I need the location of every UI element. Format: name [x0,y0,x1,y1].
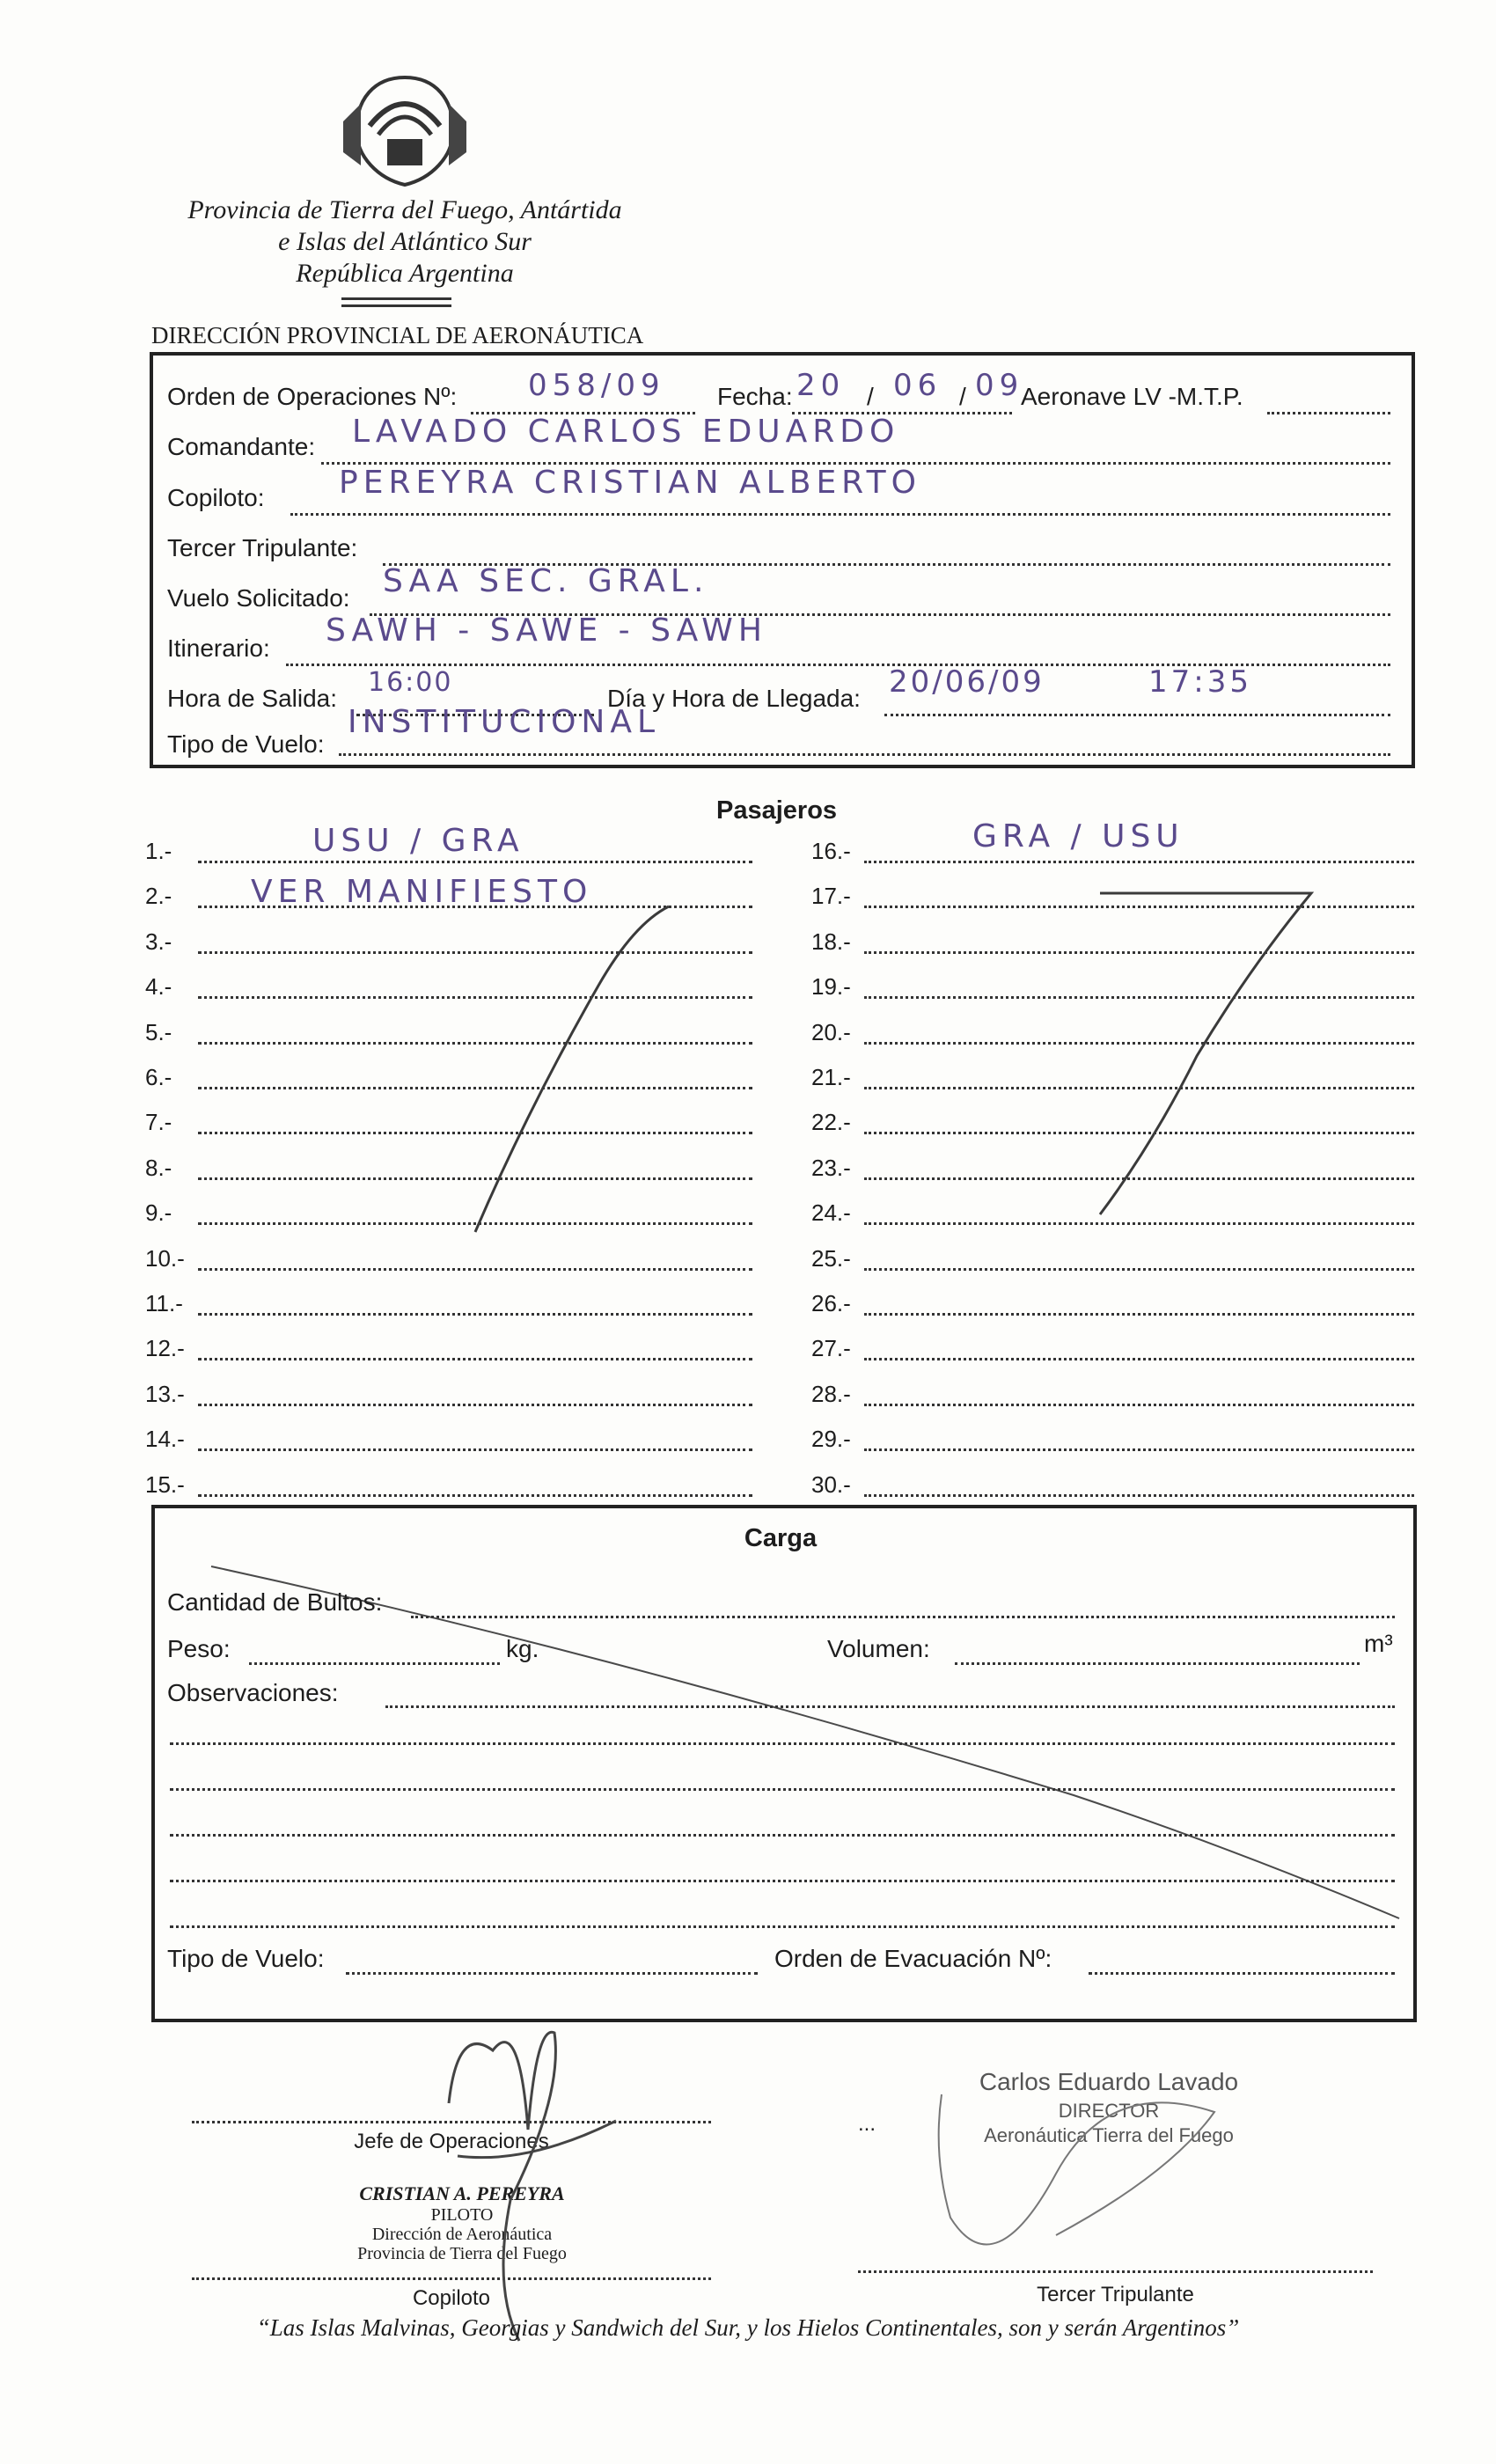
passenger-number: 14.- [145,1426,185,1453]
passenger-number: 3.- [145,928,172,955]
packages-label: Cantidad de Bultos: [167,1588,383,1616]
passenger-number: 1.- [145,838,172,864]
ops-chief-label: Jefe de Operaciones [354,2130,549,2153]
itinerary-label: Itinerario: [167,634,270,662]
copilot-value[interactable]: PEREYRA CRISTIAN ALBERTO [339,465,921,501]
province-line-2: e Islas del Atlántico Sur [278,227,532,256]
pilot-stamp-name: CRISTIAN A. PEREYRA [359,2182,565,2204]
commander-label: Comandante: [167,433,316,460]
commander-value[interactable]: LAVADO CARLOS EDUARDO [352,414,900,450]
sovereignty-quote: “Las Islas Malvinas, Georgias y Sandwich del Sur, y los Hielos Continentales, son y serán Argentinos” [256,2314,1240,2341]
passenger-number: 26.- [811,1290,851,1316]
passenger-1-value[interactable]: USU / GRA [312,823,524,859]
passenger-number: 21.- [811,1064,851,1090]
passenger-number: 16.- [811,838,851,864]
copilot-label: Copiloto: [167,484,265,511]
flight-requested-label: Vuelo Solicitado: [167,584,350,612]
passenger-number: 24.- [811,1199,851,1227]
passenger-number: 9.- [145,1199,172,1227]
arrival-date[interactable]: 20/06/09 [889,664,1045,700]
province-line-1: Provincia de Tierra del Fuego, Antártida [187,195,622,224]
departure-label: Hora de Salida: [167,685,338,712]
passenger-number: 4.- [145,973,172,1001]
passenger-number: 8.- [145,1154,172,1181]
third-crew-label: Tercer Tripulante: [167,534,358,561]
passengers-title: Pasajeros [716,796,838,825]
flight-requested-value[interactable]: SAA SEC. GRAL. [383,563,709,599]
date-day[interactable]: 20 [796,368,846,403]
flight-type-label: Tipo de Vuelo: [167,730,325,758]
cargo-title: Carga [744,1524,818,1552]
passenger-number: 22.- [811,1109,851,1136]
director-title: DIRECTOR [1058,2100,1160,2122]
passenger-number: 23.- [811,1154,851,1181]
evacuation-label: Orden de Evacuación Nº: [774,1945,1052,1972]
passenger-number: 13.- [145,1380,185,1407]
copilot-signature-label: Copiloto [412,2286,491,2310]
passenger-16-value[interactable]: GRA / USU [972,818,1184,854]
observations-label: Observaciones: [167,1679,339,1706]
aircraft-label: Aeronave LV -M.T.P. [1021,383,1243,410]
passenger-2-value[interactable]: VER MANIFIESTO [251,874,593,910]
passenger-number: 18.- [811,928,851,955]
director-name: Carlos Eduardo Lavado [979,2068,1239,2095]
passenger-number: 2.- [145,883,172,910]
passenger-number: 5.- [145,1018,172,1045]
passenger-number: 17.- [811,883,851,910]
passenger-number: 7.- [145,1109,172,1136]
weight-label: Peso: [167,1635,231,1662]
date-month[interactable]: 06 [893,368,942,403]
passenger-number: 29.- [811,1426,851,1453]
itinerary-value[interactable]: SAWH - SAWE - SAWH [326,612,767,649]
passenger-number: 19.- [811,973,851,1001]
directorate-title: DIRECCIÓN PROVINCIAL DE AERONÁUTICA [151,322,644,348]
arrival-label: Día y Hora de Llegada: [607,685,861,712]
pilot-stamp-title: PILOTO [430,2205,494,2225]
passenger-number: 25.- [811,1244,851,1272]
passenger-number: 20.- [811,1018,851,1045]
passenger-number: 6.- [145,1064,172,1090]
pilot-stamp-org-2: Provincia de Tierra del Fuego [357,2244,567,2263]
passenger-number: 11.- [145,1290,183,1316]
volume-label: Volumen: [827,1635,930,1662]
arrival-time[interactable]: 17:35 [1148,664,1252,700]
order-label: Orden de Operaciones Nº: [167,383,458,410]
departure-value[interactable]: 16:00 [368,667,453,698]
date-label: Fecha: [717,383,793,410]
date-year[interactable]: 09 [975,368,1024,403]
order-value[interactable]: 058/09 [528,368,665,403]
flight-type-value[interactable]: INSTITUCIONAL [348,704,661,740]
province-line-3: República Argentina [296,259,514,288]
passenger-number: 30.- [811,1470,851,1498]
passenger-number: 12.- [145,1335,185,1362]
cargo-flight-type-label: Tipo de Vuelo: [167,1945,325,1972]
weight-unit: kg. [506,1635,539,1662]
pilot-stamp-org-1: Dirección de Aeronáutica [371,2225,553,2244]
third-crew-signature-label: Tercer Tripulante [1037,2283,1194,2306]
director-org: Aeronáutica Tierra del Fuego [984,2124,1234,2146]
passenger-number: 27.- [811,1335,851,1362]
passenger-number: 10.- [145,1244,185,1272]
passenger-number: 15.- [145,1470,185,1498]
volume-unit: m³ [1364,1630,1393,1657]
passenger-number: 28.- [811,1380,851,1407]
